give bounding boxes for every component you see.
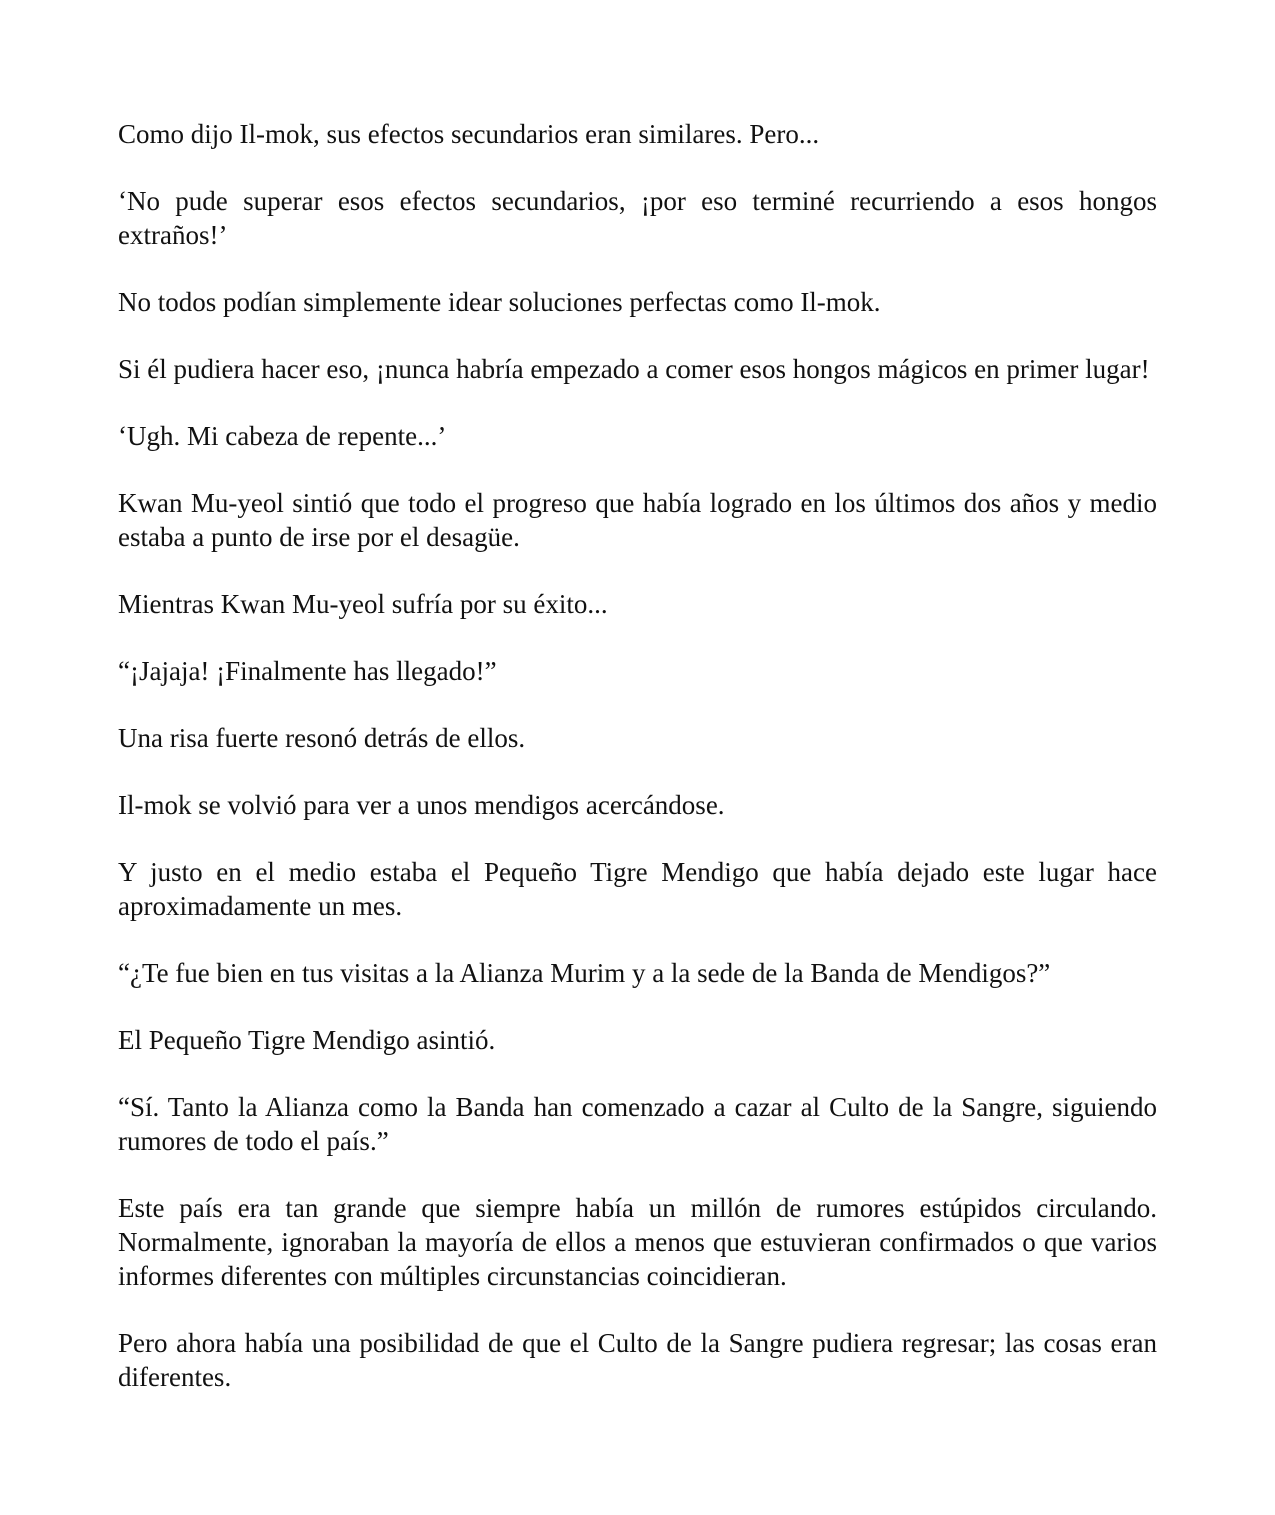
paragraph: “¿Te fue bien en tus visitas a la Alianza Murim y a la sede de la Banda de Mendigos?” <box>118 958 1051 988</box>
paragraph: Este país era tan grande que siempre había un millón de rumores estúpidos circulando. Normalmente, ignoraban la mayoría de ellos a menos que estuvieran confirmados o que varios informes diferentes con múltiples circunstancias coincidieran. <box>118 1193 1157 1291</box>
paragraph: Pero ahora había una posibilidad de que el Culto de la Sangre pudiera regresar; las cosas eran diferentes. <box>118 1328 1157 1392</box>
paragraph: El Pequeño Tigre Mendigo asintió. <box>118 1025 496 1055</box>
paragraph: Una risa fuerte resonó detrás de ellos. <box>118 723 526 753</box>
paragraph: No todos podían simplemente idear soluciones perfectas como Il-mok. <box>118 287 881 317</box>
paragraph: ‘No pude superar esos efectos secundarios, ¡por eso terminé recurriendo a esos hongos extraños!’ <box>118 186 1157 250</box>
paragraph: “Sí. Tanto la Alianza como la Banda han comenzado a cazar al Culto de la Sangre, siguiendo rumores de todo el país.” <box>118 1092 1157 1156</box>
paragraph: Si él pudiera hacer eso, ¡nunca habría empezado a comer esos hongos mágicos en primer lugar! <box>118 354 1150 384</box>
paragraph: ‘Ugh. Mi cabeza de repente...’ <box>118 421 447 451</box>
paragraph: Mientras Kwan Mu-yeol sufría por su éxito... <box>118 589 608 619</box>
paragraph: Il-mok se volvió para ver a unos mendigos acercándose. <box>118 790 725 820</box>
paragraph: Como dijo Il-mok, sus efectos secundarios eran similares. Pero... <box>118 119 820 149</box>
paragraph: “¡Jajaja! ¡Finalmente has llegado!” <box>118 656 497 686</box>
paragraph: Y justo en el medio estaba el Pequeño Tigre Mendigo que había dejado este lugar hace aproximadamente un mes. <box>118 857 1157 921</box>
document-page <box>118 117 1157 1427</box>
paragraph: Kwan Mu-yeol sintió que todo el progreso que había logrado en los últimos dos años y medio estaba a punto de irse por el desagüe. <box>118 488 1157 552</box>
